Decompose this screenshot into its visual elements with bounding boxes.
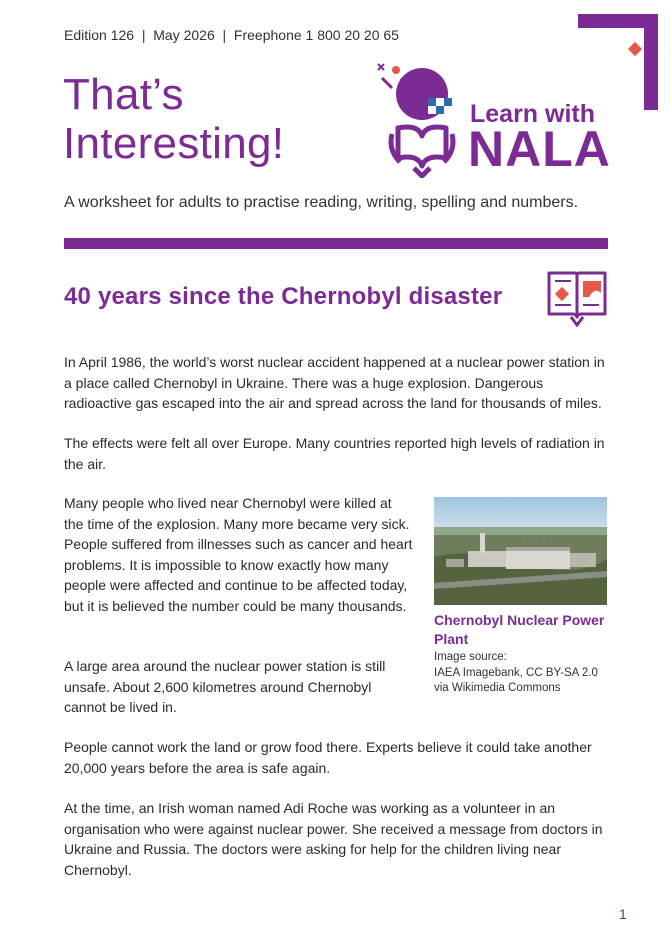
header-divider	[64, 238, 608, 249]
chernobyl-plant-photo	[434, 497, 607, 605]
paragraph-5: People cannot work the land or grow food there. Experts believe it could take another 20,000 years before the area is safe again.	[64, 739, 592, 776]
logo-text-line1: Learn with	[470, 100, 596, 128]
figure-caption-source	[434, 650, 610, 697]
page-title	[63, 70, 284, 168]
nala-logo	[370, 58, 610, 178]
source-line-2: via Wikimedia Commons	[434, 682, 561, 694]
paragraph-2: The effects were felt all over Europe. Many countries reported high levels of radiation in the air.	[64, 435, 605, 472]
paragraph-6: At the time, an Irish woman named Adi Roche was working as a volunteer in an organisation who were against nuclear power. She received a message from doctors in Ukraine and Russia. The doctors were asking for help for the children living near Chernobyl.	[64, 800, 603, 878]
paragraph-4: A large area around the nuclear power station is still unsafe. About 2,600 kilometres around Chernobyl cannot be lived in.	[64, 658, 386, 715]
source-line-1: IAEA Imagebank, CC BY-SA 2.0	[434, 666, 598, 679]
page-number: 1	[619, 906, 627, 922]
open-book-icon	[545, 267, 609, 329]
title-line-2: Interesting!	[63, 119, 285, 168]
edition-line: Edition 126 | May 2026 | Freephone 1 800 20 20 65	[64, 27, 399, 43]
title-line-1: That’s	[63, 70, 184, 119]
subtitle: A worksheet for adults to practise reading, writing, spelling and numbers.	[64, 194, 579, 211]
logo-text-line2: NALA	[468, 121, 611, 177]
section-heading: 40 years since the Chernobyl disaster	[64, 283, 503, 310]
source-label: Image source:	[434, 651, 507, 663]
figure-caption-title: Chernobyl Nuclear Power Plant	[434, 612, 605, 647]
paragraph-1: In April 1986, the world’s worst nuclear accident happened at a nuclear power station in a place called Chernobyl in Ukraine. There was a huge explosion. Dangerous radioactive gas escaped into the air and spread across the land for thousands of miles.	[64, 354, 605, 411]
paragraph-3: Many people who lived near Chernobyl were killed at the time of the explosion. Many more became very sick. People suffered from illnesses such as cancer and heart problems. It is impossible to know exactly how many people were affected and continue to be affected today, but it is believed the number could be many thousands.	[64, 495, 413, 614]
